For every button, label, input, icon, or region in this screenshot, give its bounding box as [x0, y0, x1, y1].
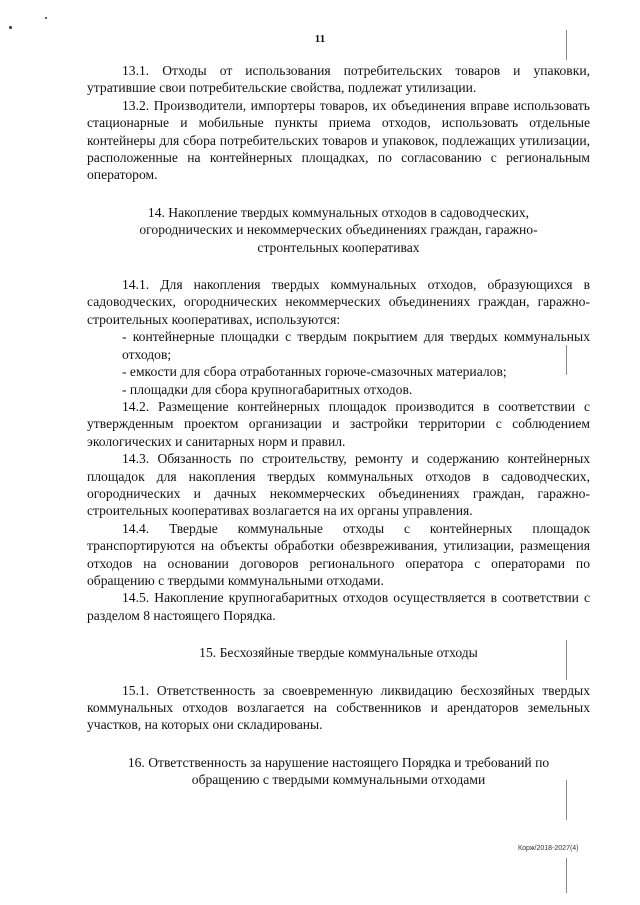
section-heading-14: 14. Накопление твердых коммунальных отходов в садоводческих, огороднических и некоммерческих объединениях граждан, гаражно-стронтельных кооперативах — [139, 204, 538, 255]
paragraph-14-1: 14.1. Для накопления твердых коммунальных отходов, образующихся в садоводческих, огороднических некоммерческих объединениях граждан, гаражно-строительных кооперативах, используются: — [87, 277, 590, 327]
margin-rule — [566, 30, 567, 60]
document-code: Корж/2018-2027(4) — [518, 845, 579, 852]
paragraph-14-5: 14.5. Накопление крупногабаритных отходов осуществляется в соответствии с разделом 8 настоящего Порядка. — [87, 590, 590, 623]
page-number: 11 — [314, 33, 326, 45]
scan-speck — [45, 17, 47, 19]
paragraph-13-2: 13.2. Производители, импортеры товаров, их объединения вправе использовать стационарные и мобильные пункты приема отходов, использовать отдельные контейнеры для сбора потребительских товаров и упаковок, подлежащих утилизации, расположенные на контейнерных площадках, по согласованию с региональным оператором. — [87, 97, 590, 183]
paragraph-14-3: 14.3. Обязанность по строительству, ремонту и содержанию контейнерных площадок для накопления твердых коммунальных отходов в садоводческих, огороднических и дачных некоммерческих объединениях граждан, гаражно-строительных кооперативах возлагается на их органы управления. — [87, 451, 590, 519]
paragraph-14-2: 14.2. Размещение контейнерных площадок производится в соответствии с утвержденным проектом организации и застройки территории с соблюдением экологических и санитарных норм и правил. — [87, 398, 590, 449]
paragraph-13-1: 13.1. Отходы от использования потребительских товаров и упаковки, утратившие свои потребительские свойства, подлежат утилизации. — [87, 63, 590, 96]
section-heading-16: 16. Ответственность за нарушение настоящего Порядка и требований по обращению с твердыми коммунальными отходами — [127, 754, 550, 788]
section-heading-15: 15. Бесхозяйные твердые коммунальные отходы — [199, 645, 478, 661]
paragraph-14-4: 14.4. Твердые коммунальные отходы с контейнерных площадок транспортируются на объекты обработки обезвреживания, утилизации, размещения отходов на основании договоров регионального оператора с операторами по обращению с твердыми коммунальными отходами. — [87, 520, 590, 588]
scan-speck — [9, 26, 12, 29]
margin-rule — [566, 640, 567, 680]
margin-rule — [566, 345, 567, 375]
document-body — [87, 62, 590, 789]
margin-rule — [566, 858, 567, 893]
paragraph-15-1: 15.1. Ответственность за своевременную ликвидацию бесхозяйных твердых коммунальных отходов возлагается на собственников и арендаторов земельных участков, на которых они складированы. — [87, 682, 590, 733]
list-item-text: - контейнерные площадки с твердым покрытием для твердых коммунальных отходов; — [122, 329, 590, 362]
margin-rule — [566, 780, 567, 820]
list-item-containers — [87, 328, 590, 363]
list-item-bulky-waste: - площадки для сбора крупногабаритных отходов. — [122, 381, 413, 397]
list-item-fuel-tanks: - емкости для сбора отработанных горюче-смазочных материалов; — [122, 364, 507, 380]
